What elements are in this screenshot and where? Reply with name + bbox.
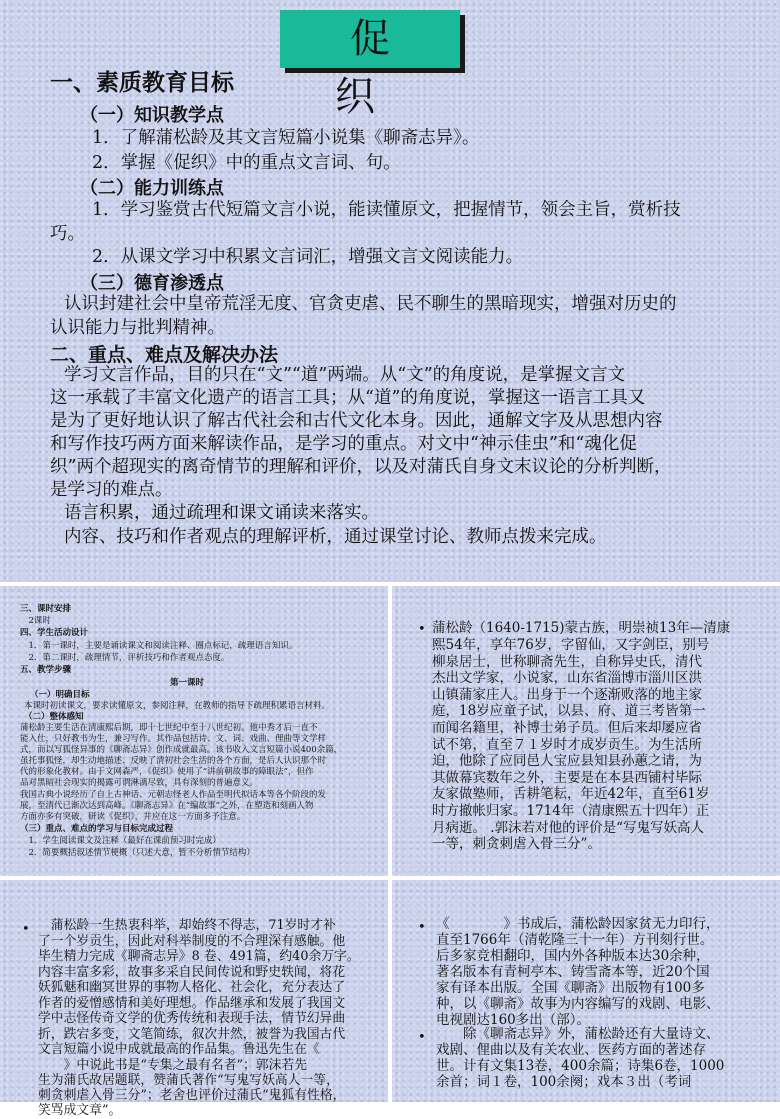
focus-line-4: 和写作技巧两方面来解读作品，是学习的重点。对文中“神示佳虫”和“魂化促: [50, 434, 637, 454]
plan-line: 展，至清代已渐次达到高峰。《聊斋志异》在“编故事”之外，在塑造和刻画人物: [20, 801, 314, 811]
career-line: 蒲松龄一生热衷科举，却始终不得志，71岁时才补: [38, 918, 336, 933]
career-line: 妖狐魅和幽冥世界的事物人格化、社会化，充分表达了: [38, 980, 346, 995]
publication-line: 种，以《聊斋》故事为内容编写的戏剧、电影、: [436, 996, 720, 1012]
bio-line: 蒲松龄（1640-1715)蒙古族，明崇祯13年—清康: [432, 620, 731, 636]
bio-line: 友家做塾师，舌耕笔耘，年近42年，直至61岁: [432, 786, 710, 802]
plan-line: （一）明确目标: [30, 690, 90, 700]
section-heading-focus: 二、重点、难点及解决办法: [50, 344, 279, 366]
plan-line: 品对黑暗社会现实的揭露可谓淋漓尽致，具有深刻的普遍意义。: [20, 778, 259, 788]
bio-line: 时方撤帐归家。1714年（清康熙五十四年）正: [432, 803, 710, 819]
plan-line: 式，而以写狐怪异事的《聊斋志异》创作成就最高。该书收入文言短篇小说400余篇，: [20, 745, 343, 755]
ability-item-1-line2: 巧。: [50, 224, 85, 244]
publication-line: 电视剧达160多出（部）。: [436, 1012, 591, 1028]
plan-line: 1．第一课时，主要是诵读课文和阅读注释、圈点标记，疏理语言知识。: [20, 641, 298, 651]
slide-biography: [392, 586, 780, 876]
focus-line-2: 这一承载了丰富文化遗产的语言工具；从“道”的角度说，掌握这一语言工具又: [50, 388, 646, 408]
slide-title: 促 织: [280, 10, 460, 68]
career-line: 刺贪刺虐入骨三分”；老舍也评价过蒲氏“鬼狐有性格，: [38, 1088, 346, 1103]
publication-line: 《 》书成后，蒲松龄因家贫无力印行，: [436, 916, 720, 932]
plan-line: 方面亦多有突破，研读《促织》，并应在这一方面多予注意。: [20, 812, 246, 822]
focus-line-6: 是学习的难点。: [50, 480, 173, 500]
plan-line: （二）整体感知: [24, 712, 84, 722]
bio-line: 庭，18岁应童子试，以县、府、道三考皆第一: [432, 703, 706, 719]
publication-line: 家有译本出版。全国《聊斋》出版物有100多: [436, 980, 705, 996]
focus-line-3: 是为了更好地认识了解古代社会和古代文化本身。因此，通解文字及从思想内容: [50, 411, 663, 431]
bullet-icon: •: [418, 622, 426, 637]
publication-line: 直至1766年（清乾隆三十一年）方刊刻行世。: [436, 932, 714, 948]
works-line: 余首；词１卷，100余阕；戏本３出（考词: [436, 1074, 692, 1090]
vocab-line: 语言积累，通过疏理和课文诵读来落实。: [64, 503, 379, 523]
content-line: 内容、技巧和作者观点的理解评析，通过课堂讨论、教师点拨来完成。: [64, 527, 607, 547]
subheading-knowledge: （一）知识教学点: [80, 105, 224, 126]
career-line: 毕生精力完成《聊斋志异》8 卷、491篇，约40余万字。: [38, 949, 360, 964]
works-line: 世。计有文集13卷，400余篇；诗集6卷，1000: [436, 1058, 725, 1074]
bullet-icon: •: [22, 922, 30, 937]
plan-line: （三）重点、难点的学习与目标完成过程: [20, 824, 174, 834]
works-line: 除《聊斋志异》外，蒲松龄还有大量诗文、: [436, 1026, 720, 1042]
bullet-icon: •: [418, 920, 426, 935]
bio-line: 杰出文学家，小说家，山东省淄博市淄川区洪: [432, 670, 702, 686]
publication-line: 后多家竞相翻印，国内外各种版本达30余种，: [436, 948, 710, 964]
plan-line: 三、课时安排: [20, 604, 72, 614]
section-heading-goals: 一、素质教育目标: [50, 69, 234, 96]
ability-item-2: 2．从课文学习中积累文言词汇，增强文言文阅读能力。: [92, 247, 524, 267]
focus-line-5: 织”两个超现实的离奇情节的理解和评价，以及对蒲氏自身文末议论的分析判断，: [50, 457, 672, 477]
bio-line: 一等，刺贪刺虐入骨三分”。: [432, 836, 601, 852]
bio-line: 迫，他除了应同邑人宝应县知县孙蕙之请，为: [432, 753, 702, 769]
publication-line: 著名版本有青柯亭本、铸雪斋本等，近20个国: [436, 964, 710, 980]
career-line: 学中志怪传奇文学的优秀传统和表现手法，情节幻异曲: [38, 1011, 346, 1026]
bio-line: 月病逝。 .郭沫若对他的评价是“写鬼写妖高人: [432, 820, 704, 836]
plan-line: 1．学生阅读课文及注释（最好在课前预习时完成）: [20, 836, 221, 846]
plan-line: 能入仕，只好教书为生，兼习写作。其作品包括诗、文、词、戏曲、俚曲等文学样: [20, 734, 327, 744]
subheading-moral: （三）德育渗透点: [80, 273, 224, 294]
bio-line: 熙54年，享年76岁，字留仙，又字剑臣，别号: [432, 637, 710, 653]
career-line: 内容丰富多彩，故事多采自民间传说和野史轶闻，将花: [38, 965, 346, 980]
plan-line: 虽托事狐怪，却生动地描述、反映了清初社会生活的各个方面，是后人认识那个时: [20, 756, 327, 766]
plan-line: 本课时初读课文，要求读懂原文，参阅注释，在教师的指导下疏理积累语言材料。: [24, 701, 331, 711]
ability-item-1-line1: 1．学习鉴赏古代短篇文言小说，能读懂原文，把握情节，领会主旨，赏析技: [92, 200, 681, 220]
bullet-icon: •: [418, 1030, 426, 1045]
plan-line: 我国古典小说经历了自上古神话、元朝志怪老人作品至明代拟话本等各个阶段的发: [20, 790, 327, 800]
bio-line: 柳泉居士，世称聊斋先生，自称异史氏，清代: [432, 654, 702, 670]
plan-line: 2．第二课时，疏理情节，评析技巧和作者观点态度。: [20, 653, 230, 663]
knowledge-item-1: 1．了解蒲松龄及其文言短篇小说集《聊斋志异》。: [92, 128, 480, 148]
career-line: 文言短篇小说中成就最高的作品集。鲁迅先生在《: [38, 1042, 320, 1057]
career-line: 作者的爱憎感情和美好理想。作品继承和发展了我国文: [38, 996, 346, 1011]
subheading-ability: （二）能力训练点: [80, 178, 224, 199]
bio-line: 试不第，直至７１岁时才成岁贡生。为生活所: [432, 737, 702, 753]
focus-line-1: 学习文言作品，目的只在“文”“道”两端。从“文”的角度说，是掌握文言文: [64, 365, 626, 385]
plan-line: 五、教学步骤: [20, 665, 72, 675]
career-line: 折，跌宕多变，文笔简练，叙次井然，被誉为我国古代: [38, 1027, 346, 1042]
plan-line: 蒲松龄主要生活在清康熙后期，即十七世纪中至十八世纪初。他中秀才后一直不: [20, 723, 318, 733]
plan-line: 四、学生活动设计: [20, 628, 89, 638]
moral-line-2: 认识能力与批判精神。: [50, 318, 225, 338]
bio-line: 而闻名籍里，补博士弟子员。但后来却屡应省: [432, 720, 702, 736]
slide-lesson-plan: [0, 586, 388, 876]
slide-career: [0, 880, 388, 1118]
career-line: 笑骂成文章”。: [38, 1103, 122, 1118]
bio-line: 其做幕宾数年之外，主要是在本县西铺村毕际: [432, 770, 702, 786]
career-line: 》中说此书是“专集之最有名者”；郭沫若先: [38, 1058, 308, 1073]
knowledge-item-2: 2．掌握《促织》中的重点文言词、句。: [92, 153, 401, 173]
plan-line: 2．简要概括叙述情节梗概（只述大意，暂不分析情节结构）: [20, 848, 255, 858]
moral-line-1: 认识封建社会中皇帝荒淫无度、官贪吏虐、民不聊生的黑暗现实，增强对历史的: [64, 294, 677, 314]
career-line: 了一个岁贡生，因此对科举制度的不合理深有感触。他: [38, 934, 346, 949]
career-line: 生为蒲氏故居题联，赞蒲氏著作“写鬼写妖高人一等，: [38, 1073, 339, 1088]
plan-line: 代的形象化教材。由于文网森严，《促织》使用了“讲前朝故事的障眼法”，但作: [20, 767, 314, 777]
bio-line: 山镇蒲家庄人。出身于一个逐渐败落的地主家: [432, 687, 702, 703]
slide-publication: [392, 880, 780, 1102]
plan-line: 2课时: [20, 616, 51, 626]
lesson-heading: 第一课时: [170, 678, 205, 688]
works-line: 戏剧、俚曲以及有关农业、医药方面的著述存: [436, 1042, 706, 1058]
